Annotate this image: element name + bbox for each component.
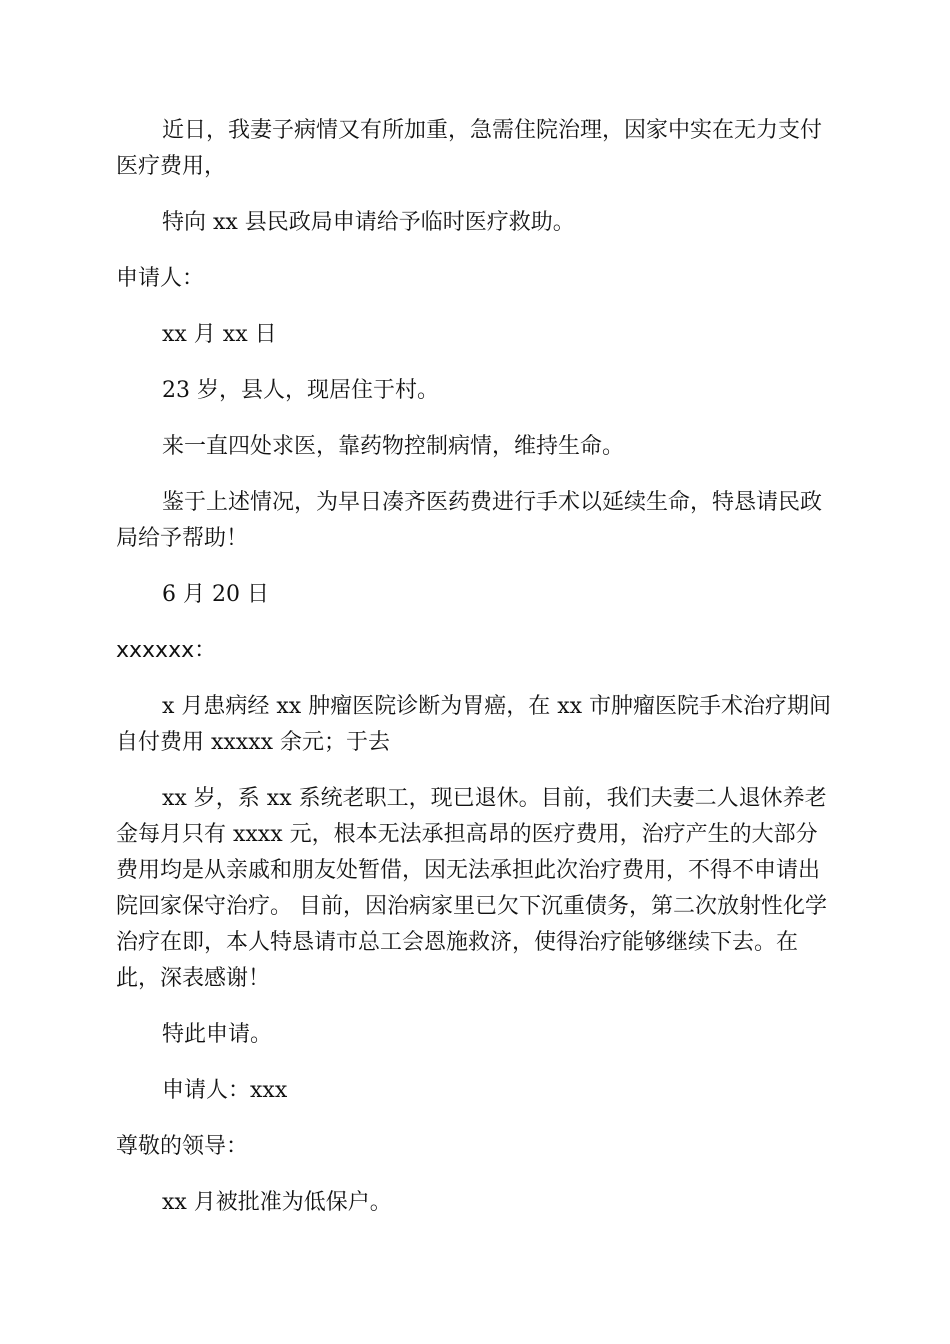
paragraph-low-income-approval: xx 月被批准为低保户。 (162, 1190, 392, 1215)
paragraph-request-help: 鉴于上述情况，为早日凑齐医药费进行手术以延续生命，特恳请民政局给予帮助！ (116, 490, 823, 551)
paragraph-financial-situation: xx 岁，系 xx 系统老职工，现已退休。目前，我们夫妻二人退休养老金每月只有 xxxx 元，根本无法承担高昂的医疗费用，治疗产生的大部分费用均是从亲戚和朋友处暂借，因无法承担此次治疗费用，不得不申请出院回家保守治疗。 目前，因治病家里已欠下沉重债务，第二次放射性化学治疗在即，本人特恳请市总工会恩施救济，使得治疗能够继续下去。在此，深表感谢！ (116, 786, 827, 991)
closing-request: 特此申请。 (162, 1022, 273, 1047)
document-body (116, 113, 836, 1241)
paragraph-request-relief: 特向 xx 县民政局申请给予临时医疗救助。 (162, 210, 575, 235)
date-line-1: xx 月 xx 日 (162, 322, 277, 347)
greeting-heading: 尊敬的领导： (116, 1134, 249, 1159)
paragraph-diagnosis: x 月患病经 xx 肿瘤医院诊断为胃癌，在 xx 市肿瘤医院手术治疗期间自付费用 xxxxx 余元；于去 (116, 694, 832, 755)
paragraph-illness-worsened: 近日，我妻子病情又有所加重，急需住院治理，因家中实在无力支付医疗费用， (116, 118, 823, 179)
applicant-label: 申请人： (116, 266, 205, 291)
salutation-heading: xxxxxx： (116, 638, 217, 663)
paragraph-seeking-treatment: 来一直四处求医，靠药物控制病情，维持生命。 (162, 434, 625, 459)
paragraph-age-residence: 23 岁，县人，现居住于村。 (162, 378, 439, 403)
applicant-signature: 申请人：xxx (162, 1078, 288, 1103)
date-line-2: 6 月 20 日 (162, 582, 269, 607)
